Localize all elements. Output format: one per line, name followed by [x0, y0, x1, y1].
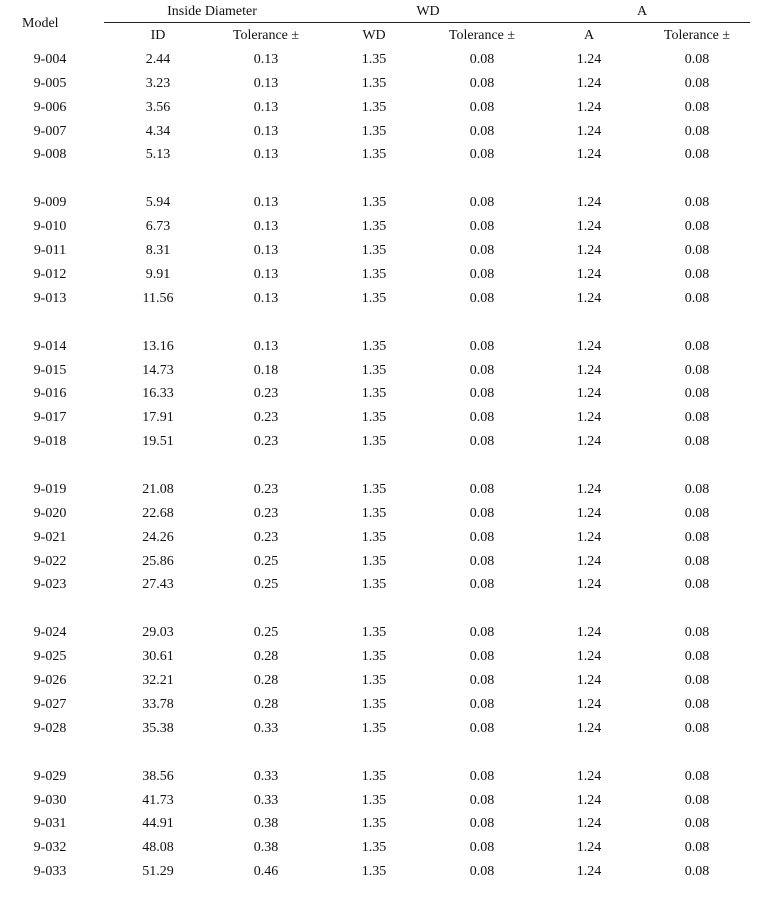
header-wd: WD — [362, 28, 386, 43]
cell-wd: 1.35 — [361, 506, 387, 521]
header-wd-group: WD — [416, 4, 440, 19]
cell-id: 41.73 — [142, 793, 174, 808]
cell-a: 1.24 — [576, 482, 602, 497]
cell-a-tolerance: 0.08 — [684, 52, 710, 67]
cell-id-tolerance: 0.28 — [253, 649, 279, 664]
header-rule — [104, 22, 750, 23]
cell-wd: 1.35 — [361, 363, 387, 378]
cell-id-tolerance: 0.13 — [253, 52, 279, 67]
cell-wd: 1.35 — [361, 291, 387, 306]
cell-id-tolerance: 0.13 — [253, 76, 279, 91]
cell-wd-tolerance: 0.08 — [469, 554, 495, 569]
cell-wd-tolerance: 0.08 — [469, 673, 495, 688]
cell-a-tolerance: 0.08 — [684, 793, 710, 808]
cell-a-tolerance: 0.08 — [684, 506, 710, 521]
cell-a: 1.24 — [576, 816, 602, 831]
cell-a: 1.24 — [576, 506, 602, 521]
cell-a-tolerance: 0.08 — [684, 147, 710, 162]
cell-a: 1.24 — [576, 697, 602, 712]
cell-model: 9-022 — [33, 554, 67, 569]
cell-wd-tolerance: 0.08 — [469, 410, 495, 425]
header-id: ID — [150, 28, 166, 43]
cell-wd: 1.35 — [361, 482, 387, 497]
cell-wd-tolerance: 0.08 — [469, 577, 495, 592]
cell-id-tolerance: 0.33 — [253, 793, 279, 808]
cell-model: 9-033 — [33, 864, 67, 879]
cell-model: 9-032 — [33, 840, 67, 855]
cell-id-tolerance: 0.13 — [253, 339, 279, 354]
cell-wd: 1.35 — [361, 530, 387, 545]
cell-id: 30.61 — [142, 649, 174, 664]
cell-wd-tolerance: 0.08 — [469, 482, 495, 497]
cell-model: 9-017 — [33, 410, 67, 425]
cell-id-tolerance: 0.13 — [253, 291, 279, 306]
cell-model: 9-012 — [33, 267, 67, 282]
cell-a-tolerance: 0.08 — [684, 386, 710, 401]
cell-a: 1.24 — [576, 291, 602, 306]
cell-id: 27.43 — [142, 577, 174, 592]
cell-id-tolerance: 0.28 — [253, 697, 279, 712]
cell-wd-tolerance: 0.08 — [469, 267, 495, 282]
cell-a: 1.24 — [576, 840, 602, 855]
cell-wd: 1.35 — [361, 410, 387, 425]
cell-a: 1.24 — [576, 864, 602, 879]
cell-id: 3.23 — [145, 76, 171, 91]
cell-id-tolerance: 0.38 — [253, 840, 279, 855]
cell-wd-tolerance: 0.08 — [469, 721, 495, 736]
cell-a: 1.24 — [576, 625, 602, 640]
cell-id: 24.26 — [142, 530, 174, 545]
cell-model: 9-031 — [33, 816, 67, 831]
cell-wd-tolerance: 0.08 — [469, 219, 495, 234]
cell-id-tolerance: 0.23 — [253, 386, 279, 401]
cell-wd-tolerance: 0.08 — [469, 506, 495, 521]
cell-a-tolerance: 0.08 — [684, 673, 710, 688]
cell-a-tolerance: 0.08 — [684, 219, 710, 234]
cell-a: 1.24 — [576, 76, 602, 91]
cell-id: 3.56 — [145, 100, 171, 115]
cell-wd-tolerance: 0.08 — [469, 649, 495, 664]
cell-wd-tolerance: 0.08 — [469, 147, 495, 162]
cell-a: 1.24 — [576, 267, 602, 282]
cell-id: 16.33 — [142, 386, 174, 401]
cell-id: 21.08 — [142, 482, 174, 497]
cell-id-tolerance: 0.33 — [253, 721, 279, 736]
cell-id-tolerance: 0.13 — [253, 219, 279, 234]
cell-a: 1.24 — [576, 793, 602, 808]
cell-a-tolerance: 0.08 — [684, 816, 710, 831]
cell-wd: 1.35 — [361, 769, 387, 784]
cell-id-tolerance: 0.25 — [253, 625, 279, 640]
cell-id-tolerance: 0.13 — [253, 147, 279, 162]
cell-a: 1.24 — [576, 769, 602, 784]
cell-id: 25.86 — [142, 554, 174, 569]
cell-wd: 1.35 — [361, 864, 387, 879]
cell-id-tolerance: 0.13 — [253, 100, 279, 115]
cell-id-tolerance: 0.23 — [253, 434, 279, 449]
cell-a: 1.24 — [576, 434, 602, 449]
cell-wd-tolerance: 0.08 — [469, 124, 495, 139]
cell-id-tolerance: 0.28 — [253, 673, 279, 688]
cell-model: 9-006 — [33, 100, 67, 115]
cell-a: 1.24 — [576, 530, 602, 545]
cell-id: 5.13 — [145, 147, 171, 162]
cell-id-tolerance: 0.33 — [253, 769, 279, 784]
cell-wd-tolerance: 0.08 — [469, 195, 495, 210]
cell-wd-tolerance: 0.08 — [469, 816, 495, 831]
cell-a-tolerance: 0.08 — [684, 577, 710, 592]
cell-a-tolerance: 0.08 — [684, 363, 710, 378]
cell-id: 22.68 — [142, 506, 174, 521]
cell-a: 1.24 — [576, 673, 602, 688]
cell-id-tolerance: 0.46 — [253, 864, 279, 879]
cell-wd-tolerance: 0.08 — [469, 697, 495, 712]
cell-a: 1.24 — [576, 147, 602, 162]
cell-a-tolerance: 0.08 — [684, 482, 710, 497]
cell-model: 9-014 — [33, 339, 67, 354]
cell-id: 5.94 — [145, 195, 171, 210]
cell-model: 9-025 — [33, 649, 67, 664]
cell-wd: 1.35 — [361, 840, 387, 855]
cell-a-tolerance: 0.08 — [684, 267, 710, 282]
cell-a: 1.24 — [576, 649, 602, 664]
cell-wd: 1.35 — [361, 219, 387, 234]
cell-id: 38.56 — [142, 769, 174, 784]
cell-a-tolerance: 0.08 — [684, 195, 710, 210]
cell-a: 1.24 — [576, 577, 602, 592]
cell-model: 9-015 — [33, 363, 67, 378]
header-a-tolerance: Tolerance ± — [663, 28, 731, 43]
header-inside-diameter: Inside Diameter — [167, 4, 257, 19]
cell-a-tolerance: 0.08 — [684, 291, 710, 306]
cell-a: 1.24 — [576, 363, 602, 378]
cell-a-tolerance: 0.08 — [684, 410, 710, 425]
cell-a: 1.24 — [576, 243, 602, 258]
cell-id: 51.29 — [142, 864, 174, 879]
cell-model: 9-009 — [33, 195, 67, 210]
cell-id: 29.03 — [142, 625, 174, 640]
cell-id: 11.56 — [142, 291, 174, 306]
cell-id: 9.91 — [145, 267, 171, 282]
cell-a-tolerance: 0.08 — [684, 649, 710, 664]
cell-a: 1.24 — [576, 410, 602, 425]
cell-a: 1.24 — [576, 100, 602, 115]
cell-model: 9-027 — [33, 697, 67, 712]
cell-wd: 1.35 — [361, 124, 387, 139]
cell-id: 6.73 — [145, 219, 171, 234]
cell-id-tolerance: 0.23 — [253, 410, 279, 425]
cell-model: 9-030 — [33, 793, 67, 808]
cell-wd-tolerance: 0.08 — [469, 100, 495, 115]
cell-id-tolerance: 0.13 — [253, 267, 279, 282]
cell-id: 32.21 — [142, 673, 174, 688]
cell-id: 2.44 — [145, 52, 171, 67]
cell-a-tolerance: 0.08 — [684, 100, 710, 115]
cell-id: 48.08 — [142, 840, 174, 855]
cell-model: 9-018 — [33, 434, 67, 449]
cell-wd-tolerance: 0.08 — [469, 769, 495, 784]
cell-wd-tolerance: 0.08 — [469, 291, 495, 306]
cell-wd: 1.35 — [361, 434, 387, 449]
cell-wd-tolerance: 0.08 — [469, 434, 495, 449]
cell-a-tolerance: 0.08 — [684, 769, 710, 784]
cell-id: 17.91 — [142, 410, 174, 425]
cell-wd: 1.35 — [361, 793, 387, 808]
cell-wd: 1.35 — [361, 625, 387, 640]
cell-id-tolerance: 0.25 — [253, 577, 279, 592]
cell-model: 9-005 — [33, 76, 67, 91]
cell-wd-tolerance: 0.08 — [469, 386, 495, 401]
cell-model: 9-013 — [33, 291, 67, 306]
header-wd-tolerance: Tolerance ± — [448, 28, 516, 43]
cell-model: 9-021 — [33, 530, 67, 545]
cell-model: 9-026 — [33, 673, 67, 688]
cell-a-tolerance: 0.08 — [684, 721, 710, 736]
cell-a-tolerance: 0.08 — [684, 124, 710, 139]
cell-id: 44.91 — [142, 816, 174, 831]
cell-wd-tolerance: 0.08 — [469, 243, 495, 258]
cell-wd: 1.35 — [361, 697, 387, 712]
cell-id: 13.16 — [142, 339, 174, 354]
cell-a-tolerance: 0.08 — [684, 434, 710, 449]
cell-wd: 1.35 — [361, 554, 387, 569]
cell-wd: 1.35 — [361, 147, 387, 162]
cell-wd-tolerance: 0.08 — [469, 625, 495, 640]
cell-model: 9-007 — [33, 124, 67, 139]
cell-wd: 1.35 — [361, 243, 387, 258]
cell-wd: 1.35 — [361, 649, 387, 664]
cell-a-tolerance: 0.08 — [684, 697, 710, 712]
cell-wd-tolerance: 0.08 — [469, 76, 495, 91]
cell-id: 19.51 — [142, 434, 174, 449]
cell-wd: 1.35 — [361, 577, 387, 592]
cell-id-tolerance: 0.23 — [253, 506, 279, 521]
cell-wd: 1.35 — [361, 195, 387, 210]
cell-a-tolerance: 0.08 — [684, 339, 710, 354]
cell-wd: 1.35 — [361, 339, 387, 354]
cell-model: 9-028 — [33, 721, 67, 736]
cell-a-tolerance: 0.08 — [684, 76, 710, 91]
cell-wd: 1.35 — [361, 100, 387, 115]
cell-a: 1.24 — [576, 554, 602, 569]
cell-a-tolerance: 0.08 — [684, 625, 710, 640]
cell-id-tolerance: 0.38 — [253, 816, 279, 831]
cell-model: 9-016 — [33, 386, 67, 401]
header-a: A — [583, 28, 595, 43]
cell-model: 9-020 — [33, 506, 67, 521]
cell-a-tolerance: 0.08 — [684, 554, 710, 569]
cell-id-tolerance: 0.23 — [253, 482, 279, 497]
header-id-tolerance: Tolerance ± — [232, 28, 300, 43]
cell-a-tolerance: 0.08 — [684, 530, 710, 545]
cell-a: 1.24 — [576, 219, 602, 234]
cell-wd-tolerance: 0.08 — [469, 52, 495, 67]
cell-a: 1.24 — [576, 52, 602, 67]
cell-wd: 1.35 — [361, 267, 387, 282]
cell-model: 9-019 — [33, 482, 67, 497]
cell-a-tolerance: 0.08 — [684, 864, 710, 879]
cell-a: 1.24 — [576, 721, 602, 736]
cell-id-tolerance: 0.25 — [253, 554, 279, 569]
cell-id-tolerance: 0.23 — [253, 530, 279, 545]
cell-a-tolerance: 0.08 — [684, 243, 710, 258]
cell-id-tolerance: 0.13 — [253, 243, 279, 258]
cell-id: 8.31 — [145, 243, 171, 258]
cell-wd: 1.35 — [361, 386, 387, 401]
cell-a: 1.24 — [576, 386, 602, 401]
header-a-group: A — [636, 4, 648, 19]
cell-a: 1.24 — [576, 339, 602, 354]
cell-a-tolerance: 0.08 — [684, 840, 710, 855]
cell-wd-tolerance: 0.08 — [469, 793, 495, 808]
cell-a: 1.24 — [576, 195, 602, 210]
cell-model: 9-010 — [33, 219, 67, 234]
cell-model: 9-011 — [33, 243, 67, 258]
cell-wd: 1.35 — [361, 816, 387, 831]
cell-wd: 1.35 — [361, 52, 387, 67]
cell-id-tolerance: 0.18 — [253, 363, 279, 378]
cell-wd-tolerance: 0.08 — [469, 864, 495, 879]
cell-model: 9-023 — [33, 577, 67, 592]
cell-wd-tolerance: 0.08 — [469, 363, 495, 378]
cell-id: 35.38 — [142, 721, 174, 736]
cell-wd-tolerance: 0.08 — [469, 530, 495, 545]
cell-wd: 1.35 — [361, 76, 387, 91]
cell-wd: 1.35 — [361, 673, 387, 688]
cell-wd-tolerance: 0.08 — [469, 840, 495, 855]
cell-wd-tolerance: 0.08 — [469, 339, 495, 354]
cell-model: 9-029 — [33, 769, 67, 784]
cell-wd: 1.35 — [361, 721, 387, 736]
cell-model: 9-024 — [33, 625, 67, 640]
cell-model: 9-008 — [33, 147, 67, 162]
cell-model: 9-004 — [33, 52, 67, 67]
cell-id-tolerance: 0.13 — [253, 124, 279, 139]
cell-id: 14.73 — [142, 363, 174, 378]
cell-id-tolerance: 0.13 — [253, 195, 279, 210]
cell-id: 4.34 — [145, 124, 171, 139]
cell-a: 1.24 — [576, 124, 602, 139]
header-model: Model — [22, 16, 59, 31]
cell-id: 33.78 — [142, 697, 174, 712]
